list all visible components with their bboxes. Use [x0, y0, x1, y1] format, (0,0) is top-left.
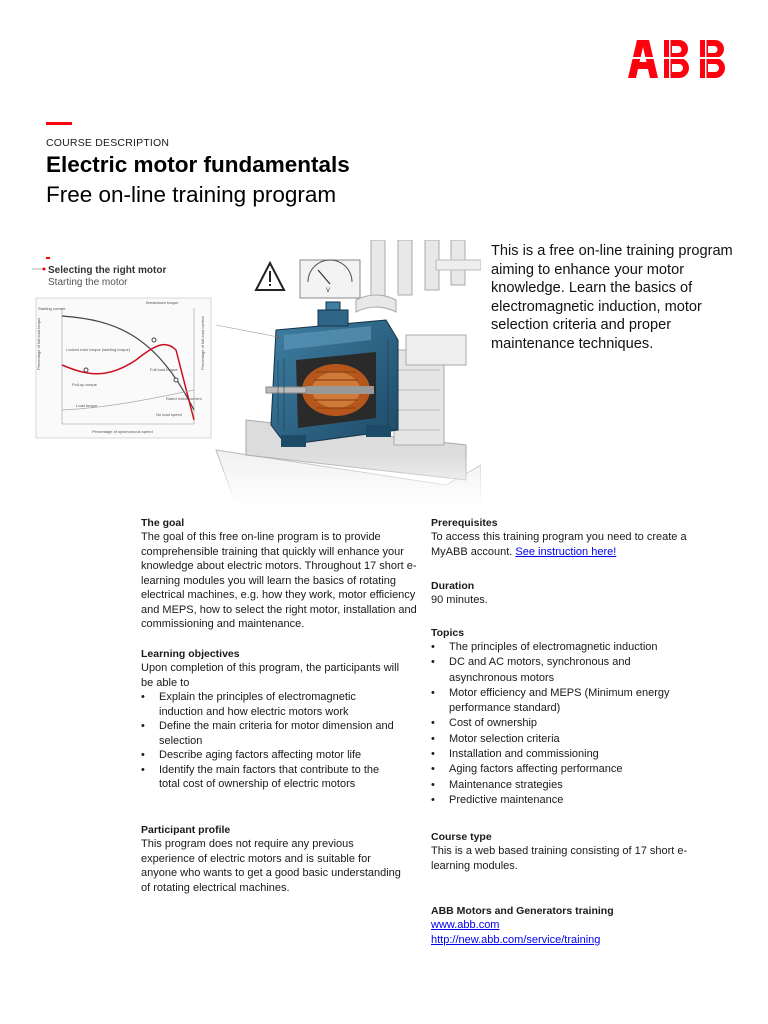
svg-text:Locked rotor torque (starting: Locked rotor torque (starting torque) — [66, 347, 131, 352]
accent-bar — [46, 122, 72, 125]
topics-section — [431, 626, 716, 808]
svg-text:No load speed: No load speed — [156, 412, 182, 417]
course-kicker: COURSE DESCRIPTION — [46, 137, 170, 149]
training-link[interactable]: http://new.abb.com/service/training — [431, 933, 601, 946]
objectives-list — [141, 690, 401, 792]
svg-text:Percentage of synchronous spee: Percentage of synchronous speed — [92, 429, 153, 434]
list-item: • Cost of ownership — [431, 716, 716, 731]
objectives-section — [141, 647, 401, 792]
list-item: • Predictive maintenance — [431, 793, 716, 808]
svg-text:Breakdown torque: Breakdown torque — [146, 300, 179, 305]
list-item: • Define the main criteria for motor dimension and selection — [141, 719, 401, 748]
svg-text:Load torque: Load torque — [76, 403, 98, 408]
list-item: • Motor selection criteria — [431, 732, 716, 747]
page-title: Electric motor fundamentals — [46, 152, 350, 177]
slide-subtitle: Starting the motor — [48, 277, 128, 288]
slide-title: Selecting the right motor — [48, 265, 167, 276]
course-type-text: This is a web based training consisting of 17 short e-learning modules. — [431, 845, 688, 872]
duration-heading: Duration — [431, 580, 475, 592]
abb-link[interactable]: www.abb.com — [431, 919, 500, 931]
svg-text:Percentage of full-load curren: Percentage of full-load current — [200, 316, 205, 370]
training-heading: ABB Motors and Generators training — [431, 905, 614, 917]
objectives-intro: Upon completion of this program, the participants will be able to — [141, 662, 400, 689]
list-item: • Describe aging factors affecting motor life — [141, 748, 401, 763]
svg-text:Pull-up torque: Pull-up torque — [72, 382, 97, 387]
list-item: • Identify the main factors that contribute to the total cost of ownership of electric motors — [141, 763, 401, 792]
list-item: • DC and AC motors, synchronous and asynchronous motors — [431, 655, 716, 686]
topics-heading: Topics — [431, 627, 465, 639]
svg-text:V: V — [326, 288, 331, 294]
abb-logo — [628, 40, 732, 78]
training-section — [431, 904, 731, 947]
svg-text:Rated motor current: Rated motor current — [166, 396, 202, 401]
prereq-text: To access this training program you need to create a MyABB account. — [431, 531, 687, 558]
duration-text: 90 minutes. — [431, 594, 488, 606]
svg-text:Full load torque: Full load torque — [150, 367, 178, 372]
profile-text: This program does not require any previous experience of electric motors and is suitable for anyone who wants to get a good basic understanding of rotating electrical machines. — [141, 838, 401, 894]
list-item: • Explain the principles of electromagnetic induction and how electric motors work — [141, 690, 401, 719]
intro-text: This is a free on-line training program aiming to enhance your motor knowledge. Learn the basics of electromagnetic induction, motor selection criteria and proper maintenance techniques. — [491, 243, 733, 352]
profile-section — [141, 823, 409, 895]
goal-heading: The goal — [141, 517, 185, 529]
course-type-section — [431, 830, 696, 873]
left-column — [141, 516, 431, 632]
goal-text: The goal of this free on-line program is to provide comprehensible training that quickly will enhance your knowledge about electric motors. Throughout 17 short e-learning modules you will learn the basics of rotating electrical machines, e.g. how they work, motor efficiency and MEPS, how to select the right motor, installation and commissioning and maintenance. — [141, 531, 417, 630]
objectives-heading: Learning objectives — [141, 648, 240, 660]
svg-text:Percentage of full-load torque: Percentage of full-load torque — [36, 317, 41, 370]
svg-text:Starting current: Starting current — [38, 306, 66, 311]
motor-illustration — [26, 240, 481, 505]
topics-list — [431, 640, 716, 808]
instruction-link[interactable]: See instruction here! — [515, 545, 617, 558]
list-item: • The principles of electromagnetic induction — [431, 640, 716, 655]
list-item: • Installation and commissioning — [431, 747, 716, 762]
course-type-heading: Course type — [431, 831, 492, 843]
duration-section — [431, 579, 731, 608]
profile-heading: Participant profile — [141, 824, 231, 836]
list-item: • Motor efficiency and MEPS (Minimum energy performance standard) — [431, 686, 716, 717]
prereq-heading: Prerequisites — [431, 517, 498, 529]
page-subtitle: Free on-line training program — [46, 182, 337, 207]
list-item: • Aging factors affecting performance — [431, 762, 716, 777]
list-item: • Maintenance strategies — [431, 778, 716, 793]
prereq-section — [431, 516, 696, 559]
